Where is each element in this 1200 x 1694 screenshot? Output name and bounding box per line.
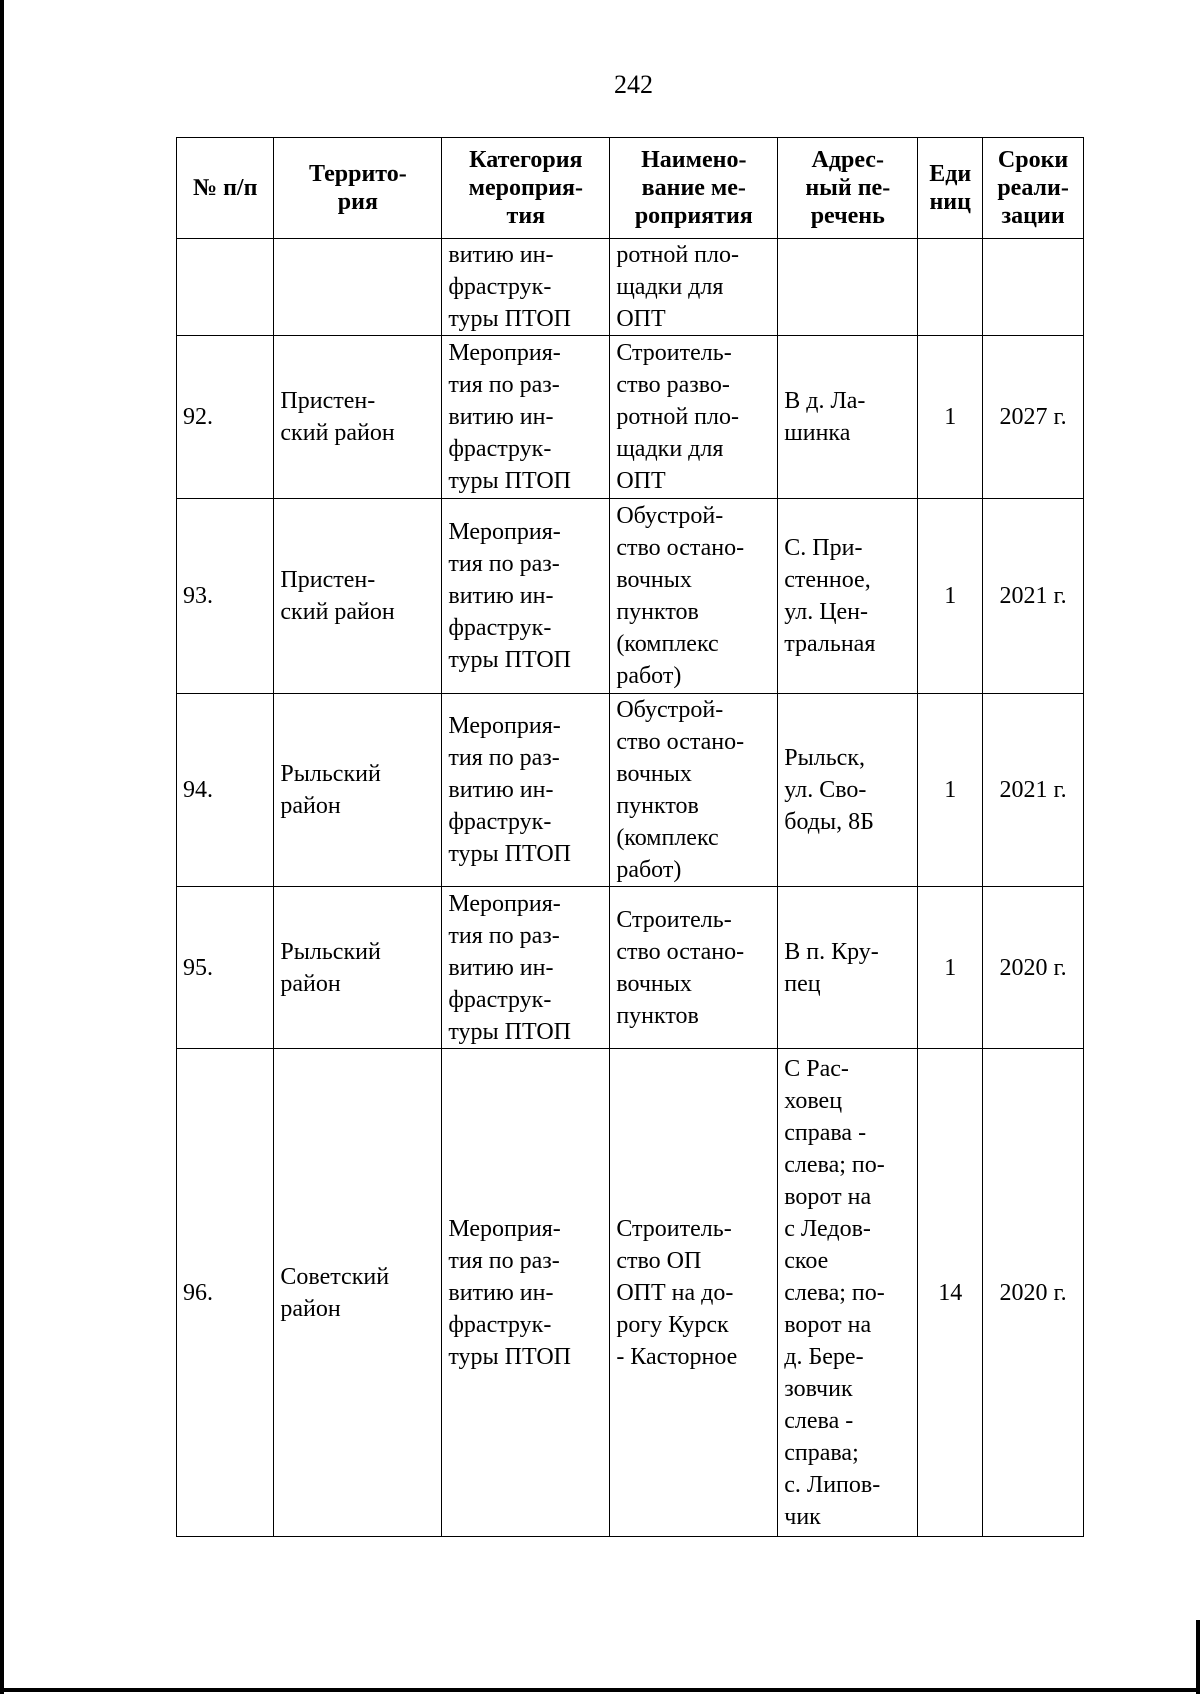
table-row (177, 499, 1084, 694)
cell-units: 14 (918, 1049, 983, 1537)
cell-territory: Пристен- ский район (274, 336, 442, 499)
cell-address: С. При- стенное, ул. Цен- тральная (778, 499, 918, 694)
cell-period: 2021 г. (983, 694, 1084, 887)
cell-period (983, 239, 1084, 336)
cell-period: 2021 г. (983, 499, 1084, 694)
header-name: Наимено- вание ме- роприятия (610, 138, 778, 239)
scan-border-bottom (0, 1688, 1200, 1692)
scan-border-right (1196, 1620, 1200, 1694)
cell-category: Мероприя- тия по раз- витию ин- фраструк- туры ПТОП (442, 694, 610, 887)
cell-num (177, 239, 274, 336)
cell-name: Обустрой- ство остано- вочных пунктов (комплекс работ) (610, 499, 778, 694)
cell-num: 92. (177, 336, 274, 499)
table-row-continuation (177, 239, 1084, 336)
cell-num: 95. (177, 887, 274, 1049)
cell-address: В д. Ла- шинка (778, 336, 918, 499)
cell-name: ротной пло- щадки для ОПТ (610, 239, 778, 336)
cell-address: С Рас- ховец справа - слева; по- ворот на с Ледов- ское слева; по- ворот на д. Бере- зовчик слева - справа; с. Липов- чик (778, 1049, 918, 1537)
cell-category: витию ин- фраструк- туры ПТОП (442, 239, 610, 336)
cell-period: 2027 г. (983, 336, 1084, 499)
table-row (177, 336, 1084, 499)
cell-period: 2020 г. (983, 1049, 1084, 1537)
scan-border-left (0, 0, 4, 1694)
cell-category: Мероприя- тия по раз- витию ин- фраструк- туры ПТОП (442, 336, 610, 499)
cell-units (918, 239, 983, 336)
cell-units: 1 (918, 887, 983, 1049)
table-header-row (177, 138, 1084, 239)
table-row (177, 887, 1084, 1049)
header-territory: Террито- рия (274, 138, 442, 239)
header-units: Еди ниц (918, 138, 983, 239)
cell-period: 2020 г. (983, 887, 1084, 1049)
cell-units: 1 (918, 694, 983, 887)
cell-territory: Рыльский район (274, 694, 442, 887)
cell-name: Обустрой- ство остано- вочных пунктов (комплекс работ) (610, 694, 778, 887)
cell-name: Строитель- ство остано- вочных пунктов (610, 887, 778, 1049)
cell-territory: Советский район (274, 1049, 442, 1537)
cell-address (778, 239, 918, 336)
measures-table (176, 137, 1084, 1537)
header-num: № п/п (177, 138, 274, 239)
table-row (177, 694, 1084, 887)
header-address: Адрес- ный пе- речень (778, 138, 918, 239)
cell-address: В п. Кру- пец (778, 887, 918, 1049)
cell-address: Рыльск, ул. Сво- боды, 8Б (778, 694, 918, 887)
table-row (177, 1049, 1084, 1537)
cell-territory: Пристен- ский район (274, 499, 442, 694)
cell-category: Мероприя- тия по раз- витию ин- фраструк- туры ПТОП (442, 887, 610, 1049)
cell-num: 94. (177, 694, 274, 887)
cell-units: 1 (918, 499, 983, 694)
header-category: Категория мероприя- тия (442, 138, 610, 239)
cell-category: Мероприя- тия по раз- витию ин- фраструк- туры ПТОП (442, 1049, 610, 1537)
cell-units: 1 (918, 336, 983, 499)
cell-territory: Рыльский район (274, 887, 442, 1049)
cell-num: 93. (177, 499, 274, 694)
cell-name: Строитель- ство ОП ОПТ на до- рогу Курск - Касторное (610, 1049, 778, 1537)
cell-category: Мероприя- тия по раз- витию ин- фраструк- туры ПТОП (442, 499, 610, 694)
header-period: Сроки реали- зации (983, 138, 1084, 239)
cell-num: 96. (177, 1049, 274, 1537)
cell-name: Строитель- ство разво- ротной пло- щадки для ОПТ (610, 336, 778, 499)
cell-territory (274, 239, 442, 336)
page-number: 242 (614, 70, 653, 99)
